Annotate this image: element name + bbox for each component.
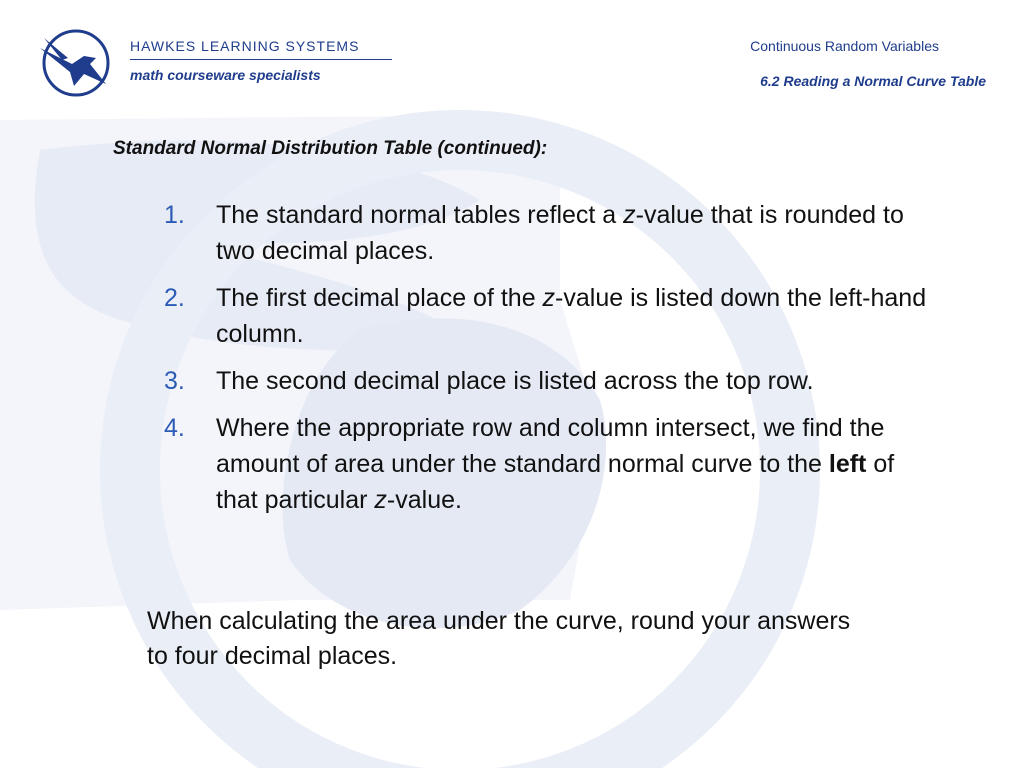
list-number: 2. xyxy=(164,284,185,312)
list-number: 3. xyxy=(164,367,185,395)
list-item-text: The standard normal tables reflect a z-value that is rounded to two decimal places. xyxy=(216,201,904,265)
rounding-note: When calculating the area under the curve, round your answers to four decimal places. xyxy=(147,607,851,670)
slide-header xyxy=(0,0,1024,100)
brand-name: HAWKES LEARNING SYSTEMS xyxy=(130,38,360,54)
list-item-text: The first decimal place of the z-value is listed down the left-hand column. xyxy=(216,284,927,348)
brand-tagline: math courseware specialists xyxy=(130,67,321,83)
list-item xyxy=(158,410,938,518)
list-item xyxy=(158,363,938,399)
brand-divider xyxy=(130,59,392,60)
list-item xyxy=(158,280,938,352)
list-number: 1. xyxy=(164,201,185,229)
list-item-text: The second decimal place is listed across the top row. xyxy=(216,367,814,395)
numbered-list xyxy=(158,197,938,529)
list-item xyxy=(158,197,938,269)
list-item-text: Where the appropriate row and column intersect, we find the amount of area under the standard normal curve to the left of that particular z-value. xyxy=(216,414,895,514)
section-title: 6.2 Reading a Normal Curve Table xyxy=(760,73,986,89)
topic-title: Continuous Random Variables xyxy=(750,38,939,54)
list-number: 4. xyxy=(164,414,185,442)
hawk-logo-icon xyxy=(34,28,118,98)
slide-title: Standard Normal Distribution Table (continued): xyxy=(113,138,548,159)
